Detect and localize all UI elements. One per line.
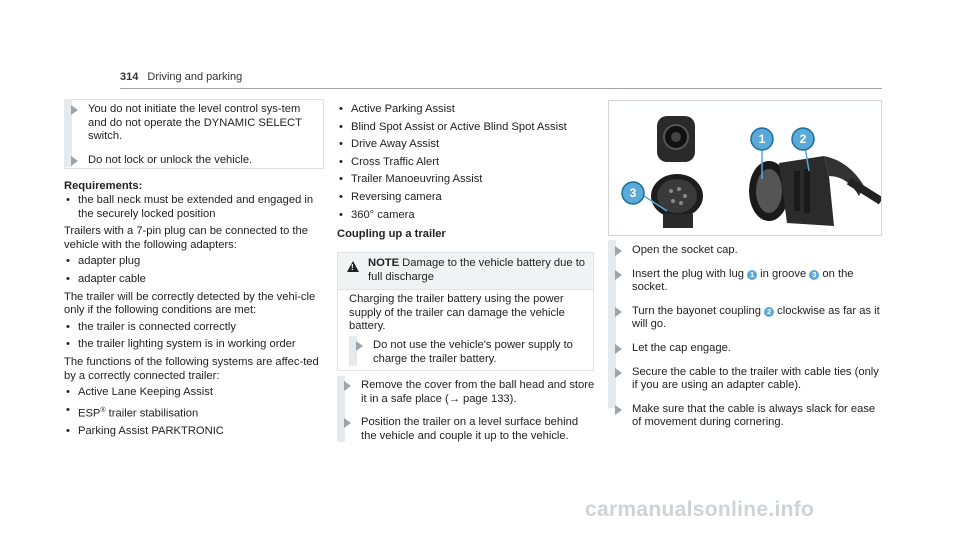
system-item: • Drive Away Assist (337, 138, 595, 152)
note-text: Charging the trailer battery using the power supply of the trailer can damage the vehicle battery. (349, 293, 565, 333)
system-item: • Active Lane Keeping Assist (64, 386, 322, 400)
step-arrow-icon (615, 246, 622, 256)
callout-1 (751, 128, 773, 150)
step-text: Remove the cover from the ball head and store it in a safe place ( (361, 379, 595, 405)
condition-item: • the trailer lighting system is in working order (64, 338, 322, 352)
trailers-paragraph: Trailers with a 7-pin plug can be connected to the vehicle with the following adapters: (64, 225, 308, 251)
trailer-socket-photo (608, 100, 882, 236)
column-1 (64, 103, 322, 439)
step-item (608, 305, 880, 332)
page-number: 314 (120, 71, 139, 83)
step-text: Make sure that the cable is always slack for ease of movement during cornering. (632, 402, 876, 429)
detect-paragraph: The trailer will be correctly detected by the vehi-cle only if the following conditions are met: (64, 290, 316, 317)
condition-item: • the trailer is connected correctly (64, 321, 322, 335)
watermark: carmanualsonline.info (585, 498, 815, 521)
adapter-item: • adapter cable (64, 273, 322, 287)
system-item (64, 404, 322, 421)
step-item (64, 103, 322, 144)
step-item (337, 379, 595, 406)
system-item: • 360° camera (337, 209, 595, 223)
header-divider (120, 88, 882, 89)
step-text: clockwise as far as it will go. (632, 304, 880, 331)
step-text: in groove (757, 267, 810, 280)
step-item (608, 366, 880, 393)
step-text: Open the socket cap. (632, 244, 738, 256)
step-text: Position the trailer on a level surface behind the vehicle and couple it up to the vehicle. (361, 416, 579, 442)
step-text: Secure the cable to the trailer with cable ties (only if you are using an adapter cable). (632, 365, 879, 392)
note-heading-text: Damage to the vehicle battery due to full discharge (368, 257, 586, 283)
step-text: Let the cap engage. (632, 341, 731, 354)
step-arrow-icon (344, 381, 351, 391)
callout-badge: 2 (764, 307, 774, 317)
svg-text:3: 3 (629, 186, 637, 200)
note-step (349, 339, 609, 366)
coupling-title: Coupling up a trailer (337, 228, 446, 241)
affected-paragraph: The functions of the following systems are affec-ted by a correctly connected trailer: (64, 355, 319, 382)
step-text: Turn the bayonet coupling (632, 304, 765, 317)
system-item: • Parking Assist PARKTRONIC (64, 425, 322, 439)
adapter-item: • adapter plug (64, 255, 322, 269)
coupling-steps (337, 379, 595, 443)
callout-3 (622, 182, 644, 204)
step-item (337, 416, 595, 443)
page-ref-arrow-icon: → (448, 392, 460, 405)
step-text: Do not use the vehicle's power supply to charge the trailer battery. (373, 339, 573, 365)
esp-label: ESP (78, 407, 101, 420)
requirement-item: • the ball neck must be extended and engaged in the securely locked position (64, 194, 322, 221)
page-header (120, 71, 242, 85)
note-label: NOTE (368, 257, 400, 269)
registered-mark: ® (100, 406, 106, 414)
callout-2 (792, 128, 814, 150)
callout-badge: 1 (747, 270, 757, 280)
step-arrow-icon (344, 418, 351, 428)
step-text: Do not lock or unlock the vehicle. (88, 153, 253, 166)
step-item (608, 403, 880, 430)
step-arrow-icon (615, 405, 622, 415)
svg-text:2: 2 (799, 132, 807, 146)
svg-text:1: 1 (758, 132, 766, 146)
note-heading (368, 257, 586, 284)
step-arrow-icon (71, 156, 78, 166)
step-text: page 133). (459, 392, 517, 405)
section-title: Driving and parking (147, 71, 243, 83)
step-item (608, 268, 880, 295)
step-item (64, 154, 322, 168)
step-arrow-icon (615, 270, 622, 280)
warning-icon: ! (347, 261, 359, 272)
step-text: Insert the plug with lug (632, 267, 748, 280)
step-item (608, 244, 880, 258)
step-text: You do not initiate the level control sys-tem and do not operate the DYNAMIC SELECT switch. (88, 103, 302, 143)
note-header (337, 252, 594, 290)
requirements-title: Requirements: (64, 180, 143, 193)
column-2 (337, 103, 595, 242)
callout-badge: 3 (809, 270, 819, 280)
step-arrow-icon (71, 105, 78, 115)
step-arrow-icon (615, 368, 622, 378)
system-item: • Blind Spot Assist or Active Blind Spot Assist (337, 121, 595, 135)
step-arrow-icon (356, 341, 363, 351)
column-3 (608, 244, 880, 430)
system-item: • Reversing camera (337, 191, 595, 205)
step-arrow-icon (615, 344, 622, 354)
esp-rest: trailer stabilisation (105, 407, 199, 420)
step-text: on the socket. (632, 267, 854, 294)
socket-illustration (609, 101, 881, 235)
system-item: • Cross Traffic Alert (337, 156, 595, 170)
step-item (608, 342, 880, 356)
system-item: • Trailer Manoeuvring Assist (337, 173, 595, 187)
note-body (337, 288, 594, 371)
system-item: • Active Parking Assist (337, 103, 595, 117)
step-arrow-icon (615, 307, 622, 317)
